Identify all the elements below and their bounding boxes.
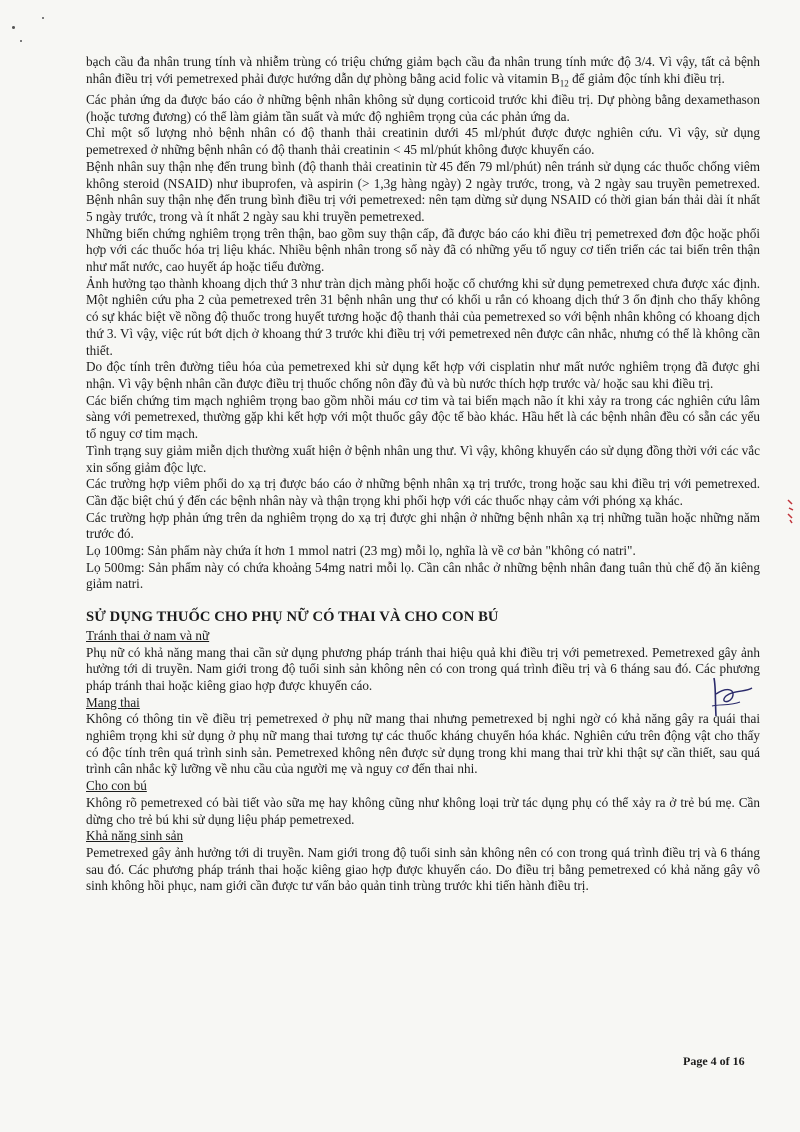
document-body — [86, 54, 760, 895]
subsection-contraception — [86, 628, 760, 695]
signature-mark — [706, 676, 756, 720]
paragraph: Không rõ pemetrexed có bài tiết vào sữa mẹ hay không cũng như không loại trừ tác dụng phụ có thể xảy ra ở trẻ bú mẹ. Cần dừng cho trẻ bú khi sử dụng liệu pháp pemetrexed. — [86, 794, 760, 827]
paragraph: Pemetrexed gây ảnh hưởng tới di truyền. Nam giới trong độ tuổi sinh sản không nên có con trong quá trình điều trị và 6 tháng sau đó. Các phương pháp tránh thai hoặc kiêng giao hợp được khuyến cáo. Do điều trị bằng pemetrexed có khả năng gây vô sinh không hồi phục, nam giới cần được tư vấn bảo quản tinh trùng trước khi tiến hành điều trị. — [86, 844, 760, 894]
paragraph: Những biến chứng nghiêm trọng trên thận, bao gồm suy thận cấp, đã được báo cáo khi điều trị pemetrexed đơn độc hoặc phối hợp với các thuốc hóa trị liệu khác. Nhiều bệnh nhân trong số này đã có những yếu tố nguy cơ tiến triển các tai biến trên thận như mất nước, cao huyết áp hoặc tiểu đường. — [86, 225, 760, 275]
subsection-title: Mang thai — [86, 694, 140, 710]
scan-speck — [12, 26, 15, 29]
paragraph: Ảnh hưởng tạo thành khoang dịch thứ 3 như tràn dịch màng phổi hoặc cổ chướng khi sử dụng pemetrexed chưa được xác định. Một nghiên cứu pha 2 của pemetrexed trên 31 bệnh nhân ung thư có khối u rắn có khoang dịch thứ 3 ổn định cho thấy không có sự khác biệt về nồng độ thuốc trong huyết tương hoặc độ thanh thải của pemetrexed so với bệnh nhân không có khoang dịch thứ 3. Vì vậy, việc rút bớt dịch ở khoang thứ 3 trước khi điều trị với pemetrexed nên được cân nhắc, nhưng có thể là không cần thiết. — [86, 275, 760, 358]
scan-speck — [42, 17, 44, 19]
scan-speck — [20, 40, 22, 42]
paragraph: Các phản ứng da được báo cáo ở những bệnh nhân không sử dụng corticoid trước khi điều trị. Dự phòng bằng dexamethason (hoặc tương đương) có thể làm giảm tần suất và mức độ nghiêm trọng của các phản ứng da. — [86, 92, 760, 124]
paragraph: Lọ 100mg: Sản phẩm này chứa ít hơn 1 mmol natri (23 mg) mỗi lọ, nghĩa là về cơ bản "không có natri". — [86, 543, 636, 559]
subsection-title: Cho con bú — [86, 778, 147, 794]
paragraph: Phụ nữ có khả năng mang thai cần sử dụng phương pháp tránh thai hiệu quả khi điều trị với pemetrexed. Pemetrexed gây ảnh hưởng tới di truyền. Nam giới trong độ tuổi sinh sản không nên có con trong quá trình điều trị và 6 tháng sau đó. Các phương pháp tránh thai hoặc kiêng giao hợp được khuyến cáo. — [86, 644, 760, 693]
paragraph: Lọ 500mg: Sản phẩm này có chứa khoảng 54mg natri mỗi lọ. Cần cân nhắc ở những bệnh nhân đang tuân thủ chế độ ăn kiêng giảm natri. — [86, 559, 760, 592]
paragraph: Tình trạng suy giảm miễn dịch thường xuất hiện ở bệnh nhân ung thư. Vì vậy, không khuyến cáo sử dụng đồng thời với các vắc xin sống giảm độc lực. — [86, 442, 760, 475]
subsection-pregnancy — [86, 695, 760, 779]
paragraph: Các trường hợp phản ứng trên da nghiêm trọng do xạ trị được ghi nhận ở những bệnh nhân xạ trị những tuần hoặc những năm trước đó. — [86, 509, 760, 542]
paragraph: Chỉ một số lượng nhỏ bệnh nhân có độ thanh thải creatinin dưới 45 ml/phút được được nghiên cứu. Vì vậy, sử dụng pemetrexed ở những bệnh nhân có độ thanh thải creatinin < 45 ml/phút không được khuyến cáo. — [86, 125, 760, 158]
paragraph: Bệnh nhân suy thận nhẹ đến trung bình (độ thanh thải creatinin từ 45 đến 79 ml/phút) nên tránh sử dụng các thuốc chống viêm không steroid (NSAID) như ibuprofen, và aspirin (> 1,3g hàng ngày) 2 ngày trước, trong, và 2 ngày sau truyền pemetrexed. Bệnh nhân suy thận nhẹ đến trung bình điều trị với pemetrexed: nên tạm dừng sử dụng NSAID có thời gian bán thải dài ít nhất 5 ngày trước, trong và ít nhất 2 ngày sau khi truyền pemetrexed. — [86, 158, 760, 224]
paragraph: Do độc tính trên đường tiêu hóa của pemetrexed khi sử dụng kết hợp với cisplatin như mất nước nghiêm trọng đã được ghi nhận. Vì vậy bệnh nhân cần được điều trị thuốc chống nôn đầy đủ và bù nước thích hợp trước và/ hoặc sau khi điều trị. — [86, 359, 760, 391]
subsection-fertility — [86, 828, 760, 895]
page-number — [683, 1054, 745, 1069]
page-total: 16 — [732, 1054, 745, 1068]
subsection-breastfeeding — [86, 778, 760, 828]
paragraph: Không có thông tin về điều trị pemetrexed ở phụ nữ mang thai nhưng pemetrexed bị nghi ngờ có khả năng gây ra quái thai nghiêm trọng khi sử dụng ở phụ nữ mang thai tương tự các thuốc kháng chuyển hóa khác. Nghiên cứu trên động vật cho thấy có độc tính trên quá trình sinh sản. Pemetrexed không nên được sử dụng trong khi mang thai trừ khi thật sự cần thiết, sau quá trình cân nhắc kỹ lưỡng về nhu cầu của người mẹ và nguy cơ đến thai nhi. — [86, 711, 760, 777]
subsection-title: Tránh thai ở nam và nữ — [86, 627, 210, 643]
page-current: 4 — [710, 1054, 717, 1068]
paragraph: Các trường hợp viêm phổi do xạ trị được báo cáo ở những bệnh nhân xạ trị trước, trong hoặc sau khi điều trị với pemetrexed. Cần đặc biệt chú ý đến các bệnh nhân này và thận trọng khi phối hợp với các thuốc nhạy cảm với phóng xạ khác. — [86, 476, 760, 508]
subsection-title: Khả năng sinh sản — [86, 828, 184, 844]
stamp-fragment — [786, 498, 794, 524]
page-prefix: Page — [683, 1054, 711, 1068]
page-middle: of — [716, 1054, 733, 1068]
paragraph: bạch cầu đa nhân trung tính và nhiễm trùng có triệu chứng giảm bạch cầu đa nhân trung tính mức độ 3/4. Vì vậy, tất cả bệnh nhân điều trị với pemetrexed phải được hướng dẫn dự phòng bằng acid folic và vitamin $B_{12}$ để giảm độc tính khi điều trị. — [86, 54, 760, 89]
section-heading: SỬ DỤNG THUỐC CHO PHỤ NỮ CÓ THAI VÀ CHO CON BÚ — [86, 609, 499, 626]
paragraph: Các biến chứng tim mạch nghiêm trọng bao gồm nhồi máu cơ tim và tai biến mạch não ít khi xảy ra trong các nghiên cứu lâm sàng với pemetrexed, thường gặp khi kết hợp với một thuốc gây độc tế bào khác. Hầu hết là các bệnh nhân đều có sẵn các yếu tố nguy cơ tim mạch. — [86, 392, 760, 442]
